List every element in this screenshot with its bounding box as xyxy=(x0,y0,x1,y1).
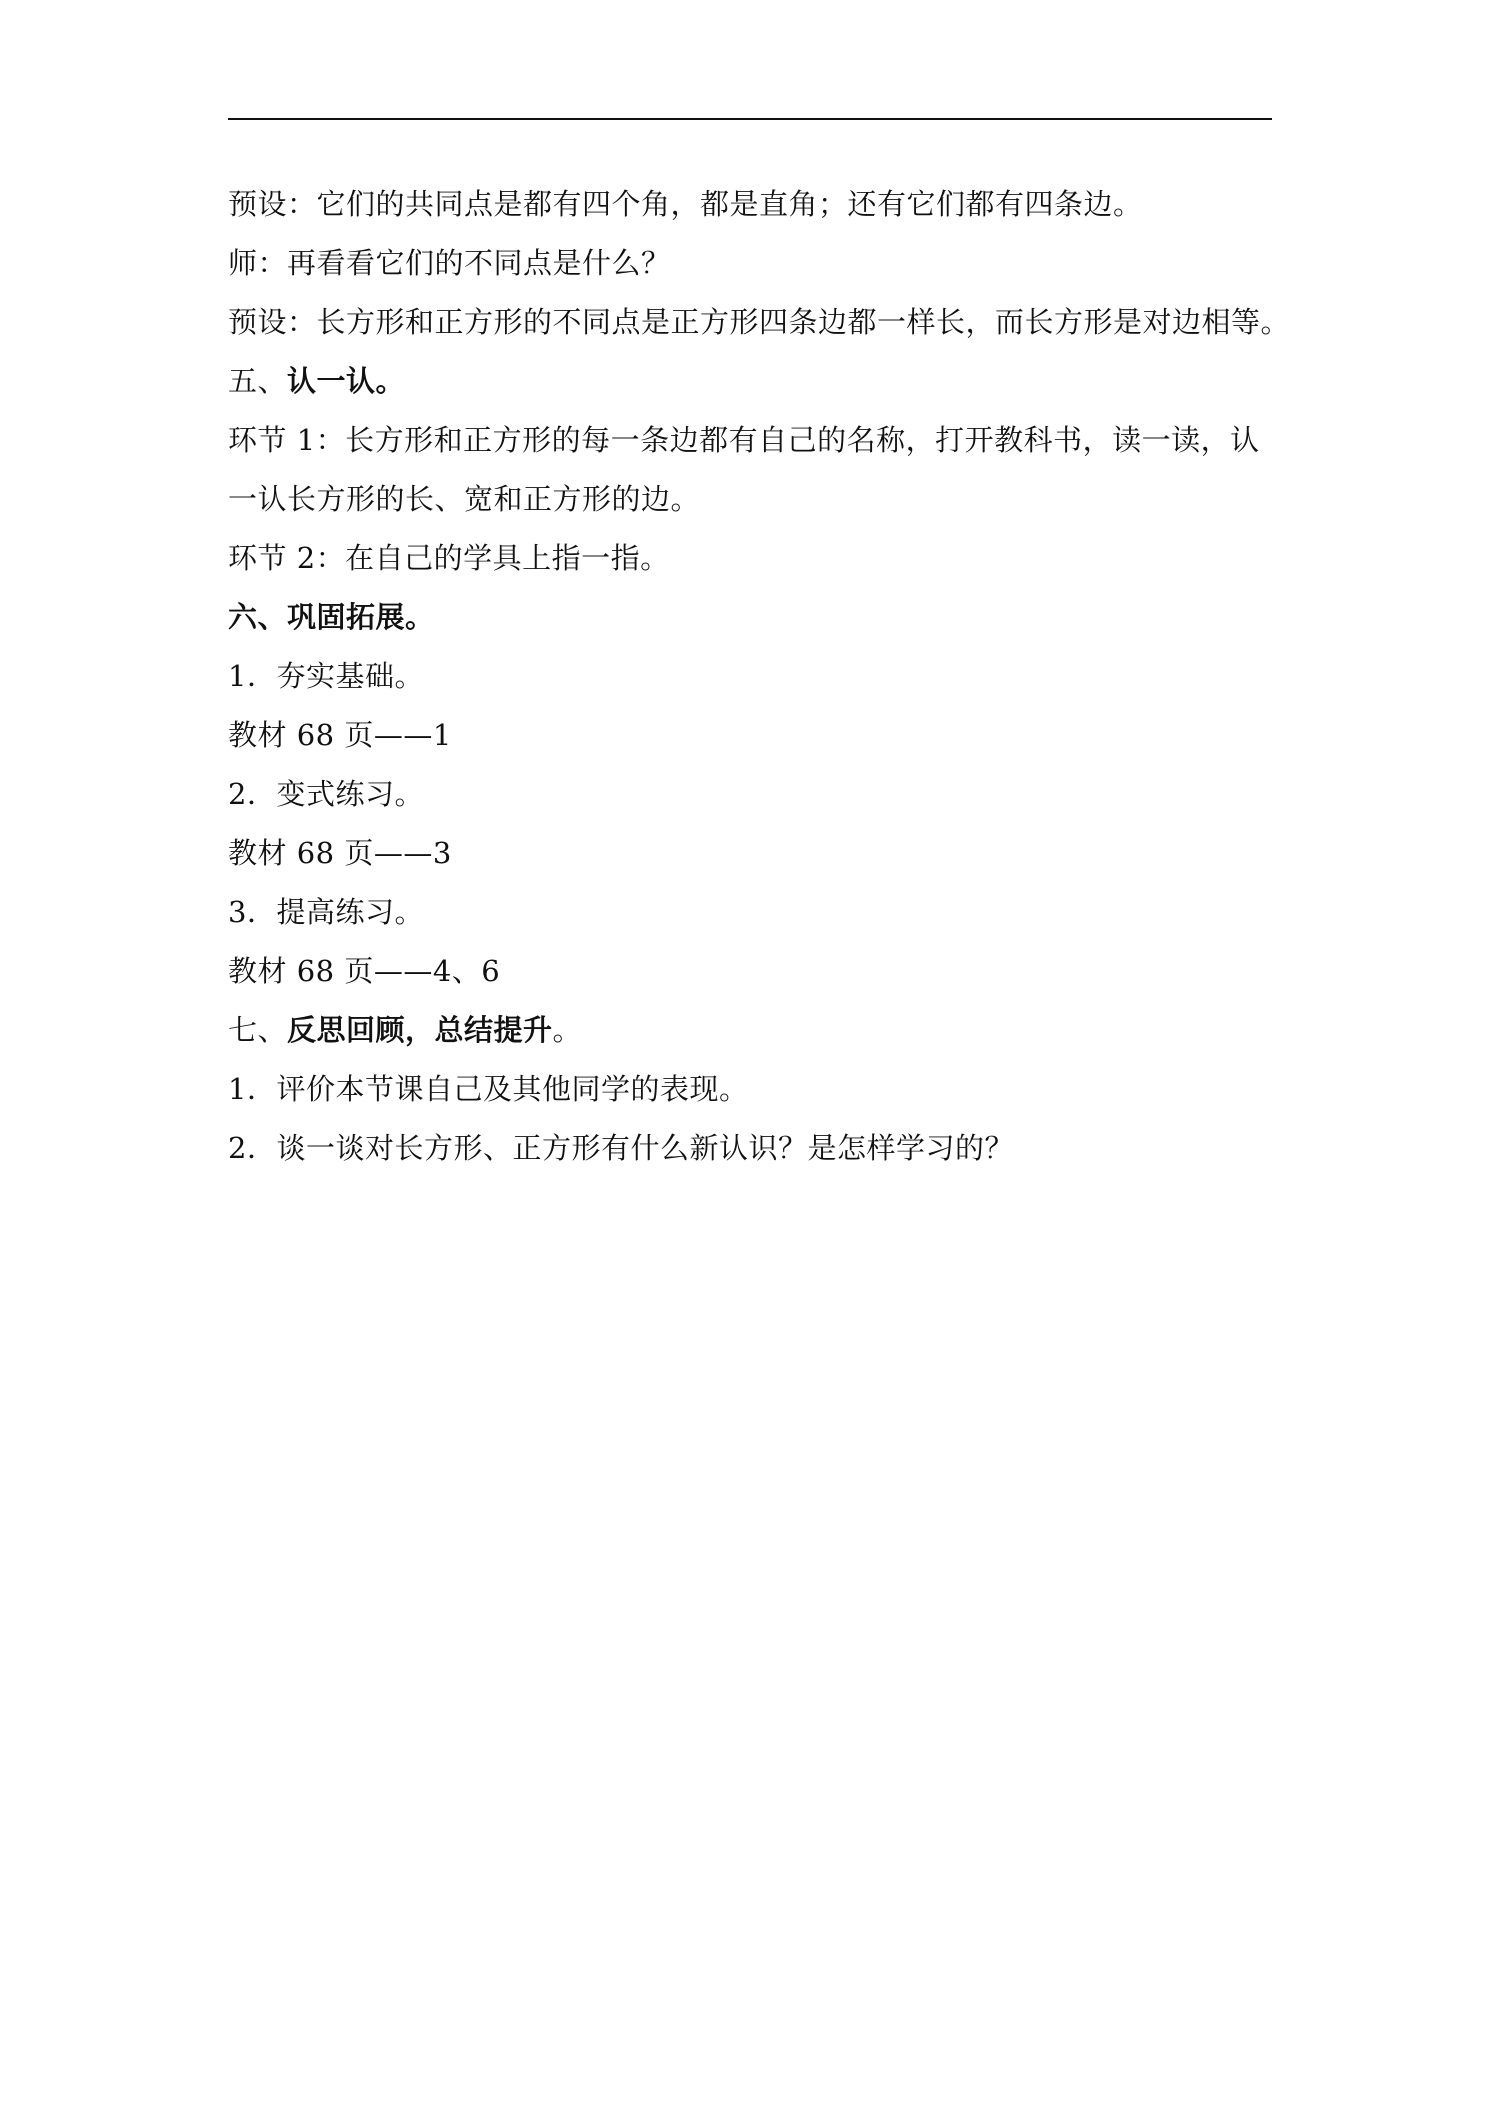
paragraph-line: 师：再看看它们的不同点是什么？ xyxy=(228,246,671,280)
paragraph-line: 预设：它们的共同点是都有四个角，都是直角；还有它们都有四条边。 xyxy=(228,187,1143,221)
list-item: 1．夯实基础。 xyxy=(228,659,424,693)
section-heading-suffix: 。 xyxy=(552,1013,583,1047)
paragraph-line: 一认长方形的长、宽和正方形的边。 xyxy=(228,482,701,516)
list-item: 2．变式练习。 xyxy=(228,777,424,811)
section-heading-prefix: 七、 xyxy=(228,1013,288,1047)
list-item: 1．评价本节课自己及其他同学的表现。 xyxy=(228,1072,749,1106)
list-item: 2．谈一谈对长方形、正方形有什么新认识？是怎样学习的？ xyxy=(228,1131,1014,1165)
paragraph-line: 预设：长方形和正方形的不同点是正方形四条边都一样长，而长方形是对边相等。 xyxy=(228,305,1291,339)
textbook-reference: 教材 68 页——3 xyxy=(228,836,452,870)
textbook-reference: 教材 68 页——4、6 xyxy=(228,954,501,988)
section-heading-bold: 认一认。 xyxy=(287,364,406,398)
section-heading-bold: 六、巩固拓展。 xyxy=(228,600,435,634)
paragraph-line: 环节 1：长方形和正方形的每一条边都有自己的名称，打开教科书，读一读，认 xyxy=(228,423,1260,457)
section-heading-bold: 反思回顾，总结提升 xyxy=(287,1013,553,1047)
document-body xyxy=(228,175,1291,1178)
section-heading-prefix: 五、 xyxy=(228,364,288,398)
section-heading xyxy=(228,1001,1272,1060)
section-heading xyxy=(228,588,1272,647)
section-heading xyxy=(228,352,1272,411)
paragraph-line: 环节 2：在自己的学具上指一指。 xyxy=(228,541,670,575)
list-item: 3．提高练习。 xyxy=(228,895,424,929)
textbook-reference: 教材 68 页——1 xyxy=(228,718,452,752)
header-rule xyxy=(228,118,1272,120)
